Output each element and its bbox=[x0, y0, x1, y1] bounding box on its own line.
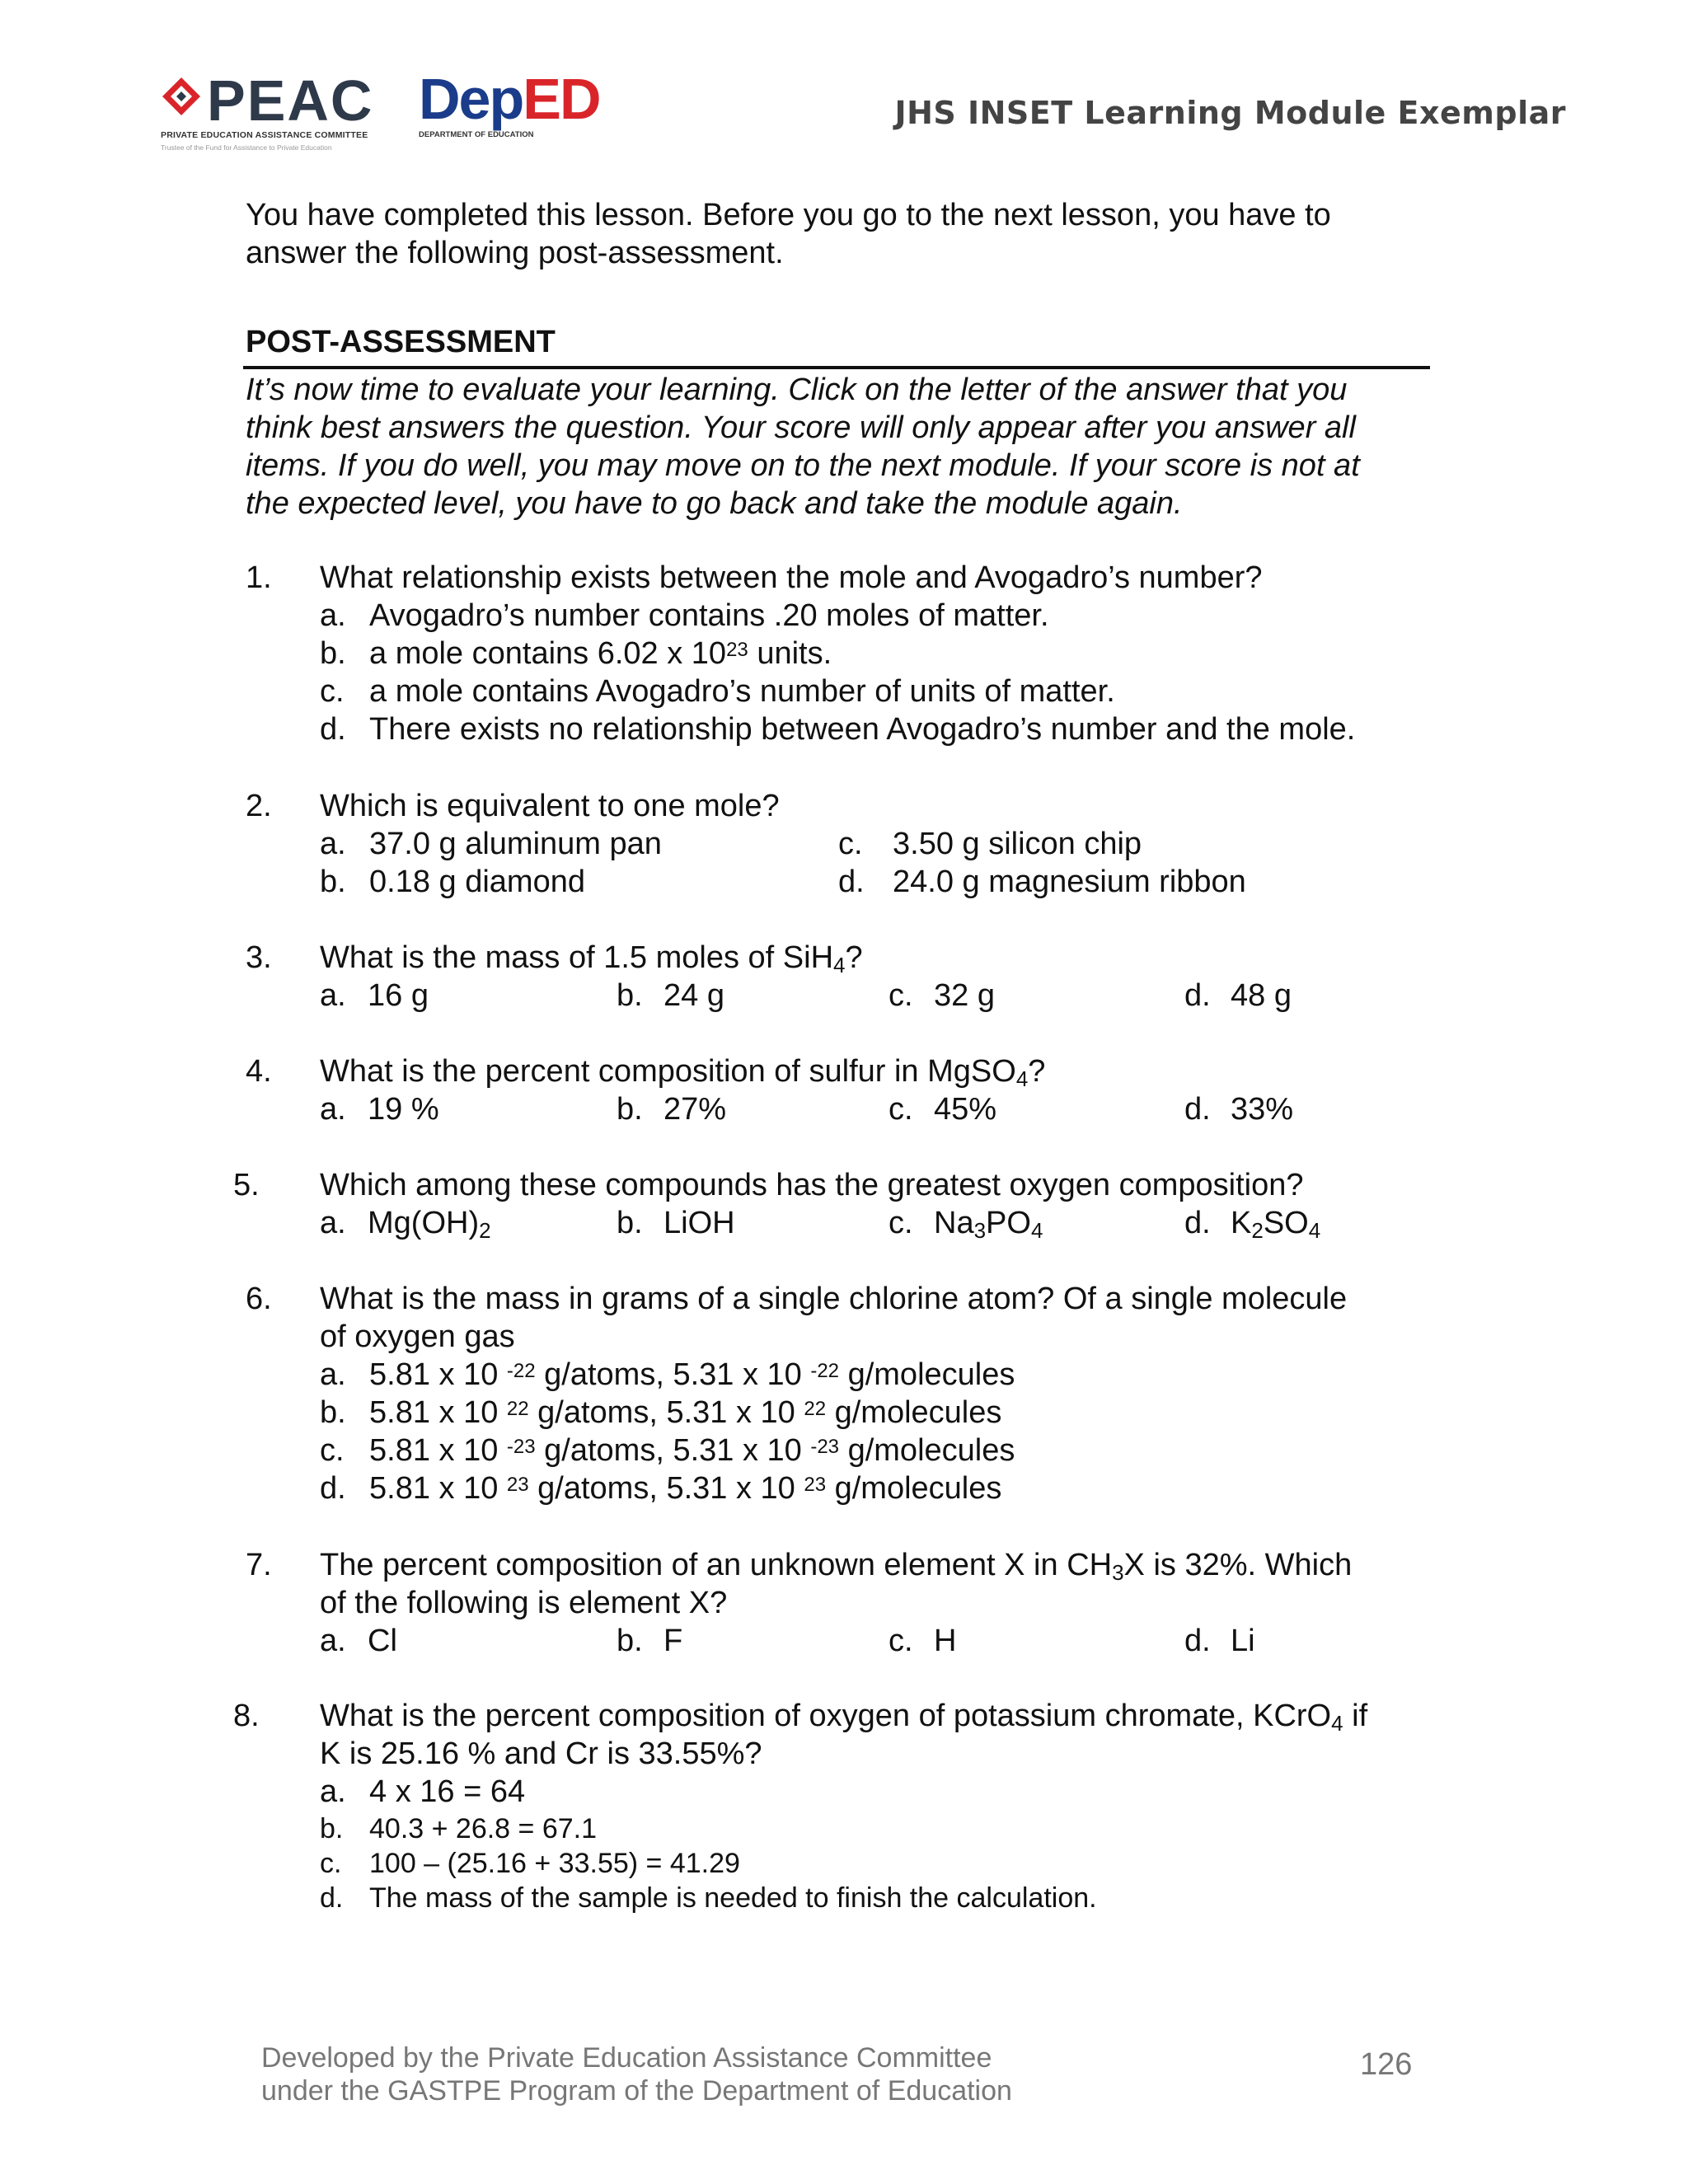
option-letter[interactable]: a. bbox=[320, 1206, 346, 1240]
option-letter[interactable]: c. bbox=[889, 978, 913, 1013]
question-text: What is the percent composition of sulfur in MgSO$_4$? bbox=[320, 1054, 1046, 1091]
deped-subtitle: DEPARTMENT OF EDUCATION bbox=[419, 130, 534, 139]
footer-credit-line: Developed by the Private Education Assistance Committee bbox=[261, 2042, 992, 2074]
option-letter[interactable]: d. bbox=[838, 865, 865, 899]
instruction-line: think best answers the question. Your score will only appear after you answer all bbox=[246, 410, 1356, 445]
option-letter[interactable]: b. bbox=[617, 1624, 643, 1658]
option-text[interactable]: 33% bbox=[1231, 1092, 1294, 1127]
option-letter[interactable]: d. bbox=[320, 712, 346, 747]
peac-logo bbox=[161, 68, 379, 155]
option-text[interactable]: a mole contains Avogadro’s number of units of matter. bbox=[369, 674, 1115, 709]
option-text[interactable]: LiOH bbox=[663, 1206, 735, 1240]
option-letter[interactable]: d. bbox=[1184, 1624, 1211, 1658]
option-text[interactable]: 24.0 g magnesium ribbon bbox=[893, 865, 1246, 899]
option-letter[interactable]: a. bbox=[320, 1624, 346, 1658]
option-text[interactable]: 16 g bbox=[368, 978, 429, 1013]
option-letter[interactable]: a. bbox=[320, 827, 346, 861]
option-letter[interactable]: d. bbox=[320, 1471, 346, 1506]
peac-emblem-icon bbox=[161, 76, 202, 117]
question-number: 2. bbox=[246, 789, 272, 823]
page-number: 126 bbox=[1360, 2047, 1413, 2082]
deped-wordmark: DepED bbox=[419, 67, 600, 131]
question-text: of the following is element X? bbox=[320, 1586, 728, 1620]
option-letter[interactable]: b. bbox=[617, 1092, 643, 1127]
question-number: 3. bbox=[246, 940, 272, 975]
question-text: What relationship exists between the mole and Avogadro’s number? bbox=[320, 560, 1263, 595]
heading-divider bbox=[243, 366, 1430, 369]
peac-wordmark: PEAC bbox=[207, 68, 374, 133]
option-text[interactable]: 32 g bbox=[934, 978, 995, 1013]
option-text[interactable]: 24 g bbox=[663, 978, 724, 1013]
option-text[interactable]: 19 % bbox=[368, 1092, 439, 1127]
instruction-line: the expected level, you have to go back and take the module again. bbox=[246, 486, 1183, 521]
option-letter[interactable]: c. bbox=[320, 1848, 342, 1879]
option-letter[interactable]: c. bbox=[889, 1092, 913, 1127]
option-text[interactable]: 37.0 g aluminum pan bbox=[369, 827, 662, 861]
option-text[interactable]: 45% bbox=[934, 1092, 997, 1127]
question-number: 7. bbox=[246, 1548, 272, 1582]
question-number: 8. bbox=[233, 1699, 260, 1733]
option-letter[interactable]: d. bbox=[1184, 978, 1211, 1013]
question-text: Which among these compounds has the greatest oxygen composition? bbox=[320, 1168, 1304, 1202]
deped-logo bbox=[419, 66, 600, 148]
instruction-line: items. If you do well, you may move on to the next module. If your score is not at bbox=[246, 448, 1360, 483]
intro-text-line: answer the following post-assessment. bbox=[246, 236, 784, 270]
option-letter[interactable]: c. bbox=[320, 674, 345, 709]
option-text[interactable]: Li bbox=[1231, 1624, 1255, 1658]
option-letter[interactable]: d. bbox=[1184, 1206, 1211, 1240]
option-text[interactable]: F bbox=[663, 1624, 683, 1658]
option-letter[interactable]: c. bbox=[838, 827, 863, 861]
option-text[interactable]: 5.81 x 10 $^{-22}$ g/atoms, 5.31 x 10 $^{-22}$ g/molecules bbox=[369, 1357, 1015, 1392]
option-text[interactable]: a mole contains 6.02 x $10^{23}$ units. bbox=[369, 636, 832, 671]
option-text[interactable]: The mass of the sample is needed to finish the calculation. bbox=[369, 1882, 1097, 1914]
option-letter[interactable]: c. bbox=[320, 1433, 345, 1468]
question-text: What is the mass in grams of a single chlorine atom? Of a single molecule bbox=[320, 1282, 1348, 1316]
option-letter[interactable]: c. bbox=[889, 1624, 913, 1658]
option-letter[interactable]: a. bbox=[320, 978, 346, 1013]
option-text[interactable]: Avogadro’s number contains .20 moles of matter. bbox=[369, 598, 1049, 633]
option-text[interactable]: 0.18 g diamond bbox=[369, 865, 585, 899]
question-number: 1. bbox=[246, 560, 272, 595]
option-letter[interactable]: b. bbox=[320, 865, 346, 899]
option-letter[interactable]: a. bbox=[320, 598, 346, 633]
instruction-line: It’s now time to evaluate your learning. Click on the letter of the answer that you bbox=[246, 373, 1348, 407]
option-letter[interactable]: c. bbox=[889, 1206, 913, 1240]
option-letter[interactable]: b. bbox=[320, 1813, 344, 1844]
option-text[interactable]: $K_2SO_4$ bbox=[1231, 1206, 1321, 1243]
option-letter[interactable]: a. bbox=[320, 1774, 346, 1809]
peac-tagline: Trustee of the Fund for Assistance to Private Education bbox=[161, 143, 332, 152]
option-text[interactable]: 3.50 g silicon chip bbox=[893, 827, 1142, 861]
option-text[interactable]: 48 g bbox=[1231, 978, 1292, 1013]
option-text[interactable]: 5.81 x 10 $^{22}$ g/atoms, 5.31 x 10 $^{22}$ g/molecules bbox=[369, 1395, 1002, 1430]
question-text: What is the percent composition of oxygen of potassium chromate, KCrO$_4$ if bbox=[320, 1699, 1368, 1736]
footer-credit-line: under the GASTPE Program of the Department of Education bbox=[261, 2075, 1012, 2107]
intro-text-line: You have completed this lesson. Before you go to the next lesson, you have to bbox=[246, 198, 1331, 232]
option-text[interactable]: $Na_3PO_4$ bbox=[934, 1206, 1043, 1243]
option-letter[interactable]: b. bbox=[320, 636, 346, 671]
option-letter[interactable]: b. bbox=[617, 978, 643, 1013]
question-number: 6. bbox=[246, 1282, 272, 1316]
question-text: Which is equivalent to one mole? bbox=[320, 789, 780, 823]
question-text: The percent composition of an unknown element X in $CH_3X$ is 32%. Which bbox=[320, 1548, 1353, 1585]
module-title: JHS INSET Learning Module Exemplar bbox=[894, 95, 1566, 131]
option-text[interactable]: Cl bbox=[368, 1624, 397, 1658]
post-assessment-heading: POST-ASSESSMENT bbox=[246, 325, 556, 359]
question-text: of oxygen gas bbox=[320, 1319, 515, 1354]
option-letter[interactable]: b. bbox=[320, 1395, 346, 1430]
option-letter[interactable]: b. bbox=[617, 1206, 643, 1240]
option-text[interactable]: $Mg(OH)_2$ bbox=[368, 1206, 491, 1243]
option-text[interactable]: 40.3 + 26.8 = 67.1 bbox=[369, 1813, 598, 1844]
option-text[interactable]: 100 – (25.16 + 33.55) = 41.29 bbox=[369, 1848, 740, 1879]
option-letter[interactable]: d. bbox=[1184, 1092, 1211, 1127]
question-number: 5. bbox=[233, 1168, 260, 1202]
question-text: What is the mass of 1.5 moles of SiH$_4$? bbox=[320, 940, 863, 977]
option-text[interactable]: There exists no relationship between Avogadro’s number and the mole. bbox=[369, 712, 1356, 747]
option-letter[interactable]: d. bbox=[320, 1882, 344, 1914]
option-text[interactable]: H bbox=[934, 1624, 957, 1658]
option-text[interactable]: 5.81 x 10 $^{-23}$ g/atoms, 5.31 x 10 $^{-23}$ g/molecules bbox=[369, 1433, 1015, 1468]
option-text[interactable]: 27% bbox=[663, 1092, 727, 1127]
option-text[interactable]: 4 x 16 = 64 bbox=[369, 1774, 526, 1809]
peac-subtitle: PRIVATE EDUCATION ASSISTANCE COMMITTEE bbox=[161, 130, 368, 140]
question-number: 4. bbox=[246, 1054, 272, 1089]
question-text: K is 25.16 % and Cr is 33.55%? bbox=[320, 1736, 762, 1771]
option-text[interactable]: 5.81 x 10 $^{23}$ g/atoms, 5.31 x 10 $^{23}$ g/molecules bbox=[369, 1471, 1002, 1506]
option-letter[interactable]: a. bbox=[320, 1357, 346, 1392]
option-letter[interactable]: a. bbox=[320, 1092, 346, 1127]
